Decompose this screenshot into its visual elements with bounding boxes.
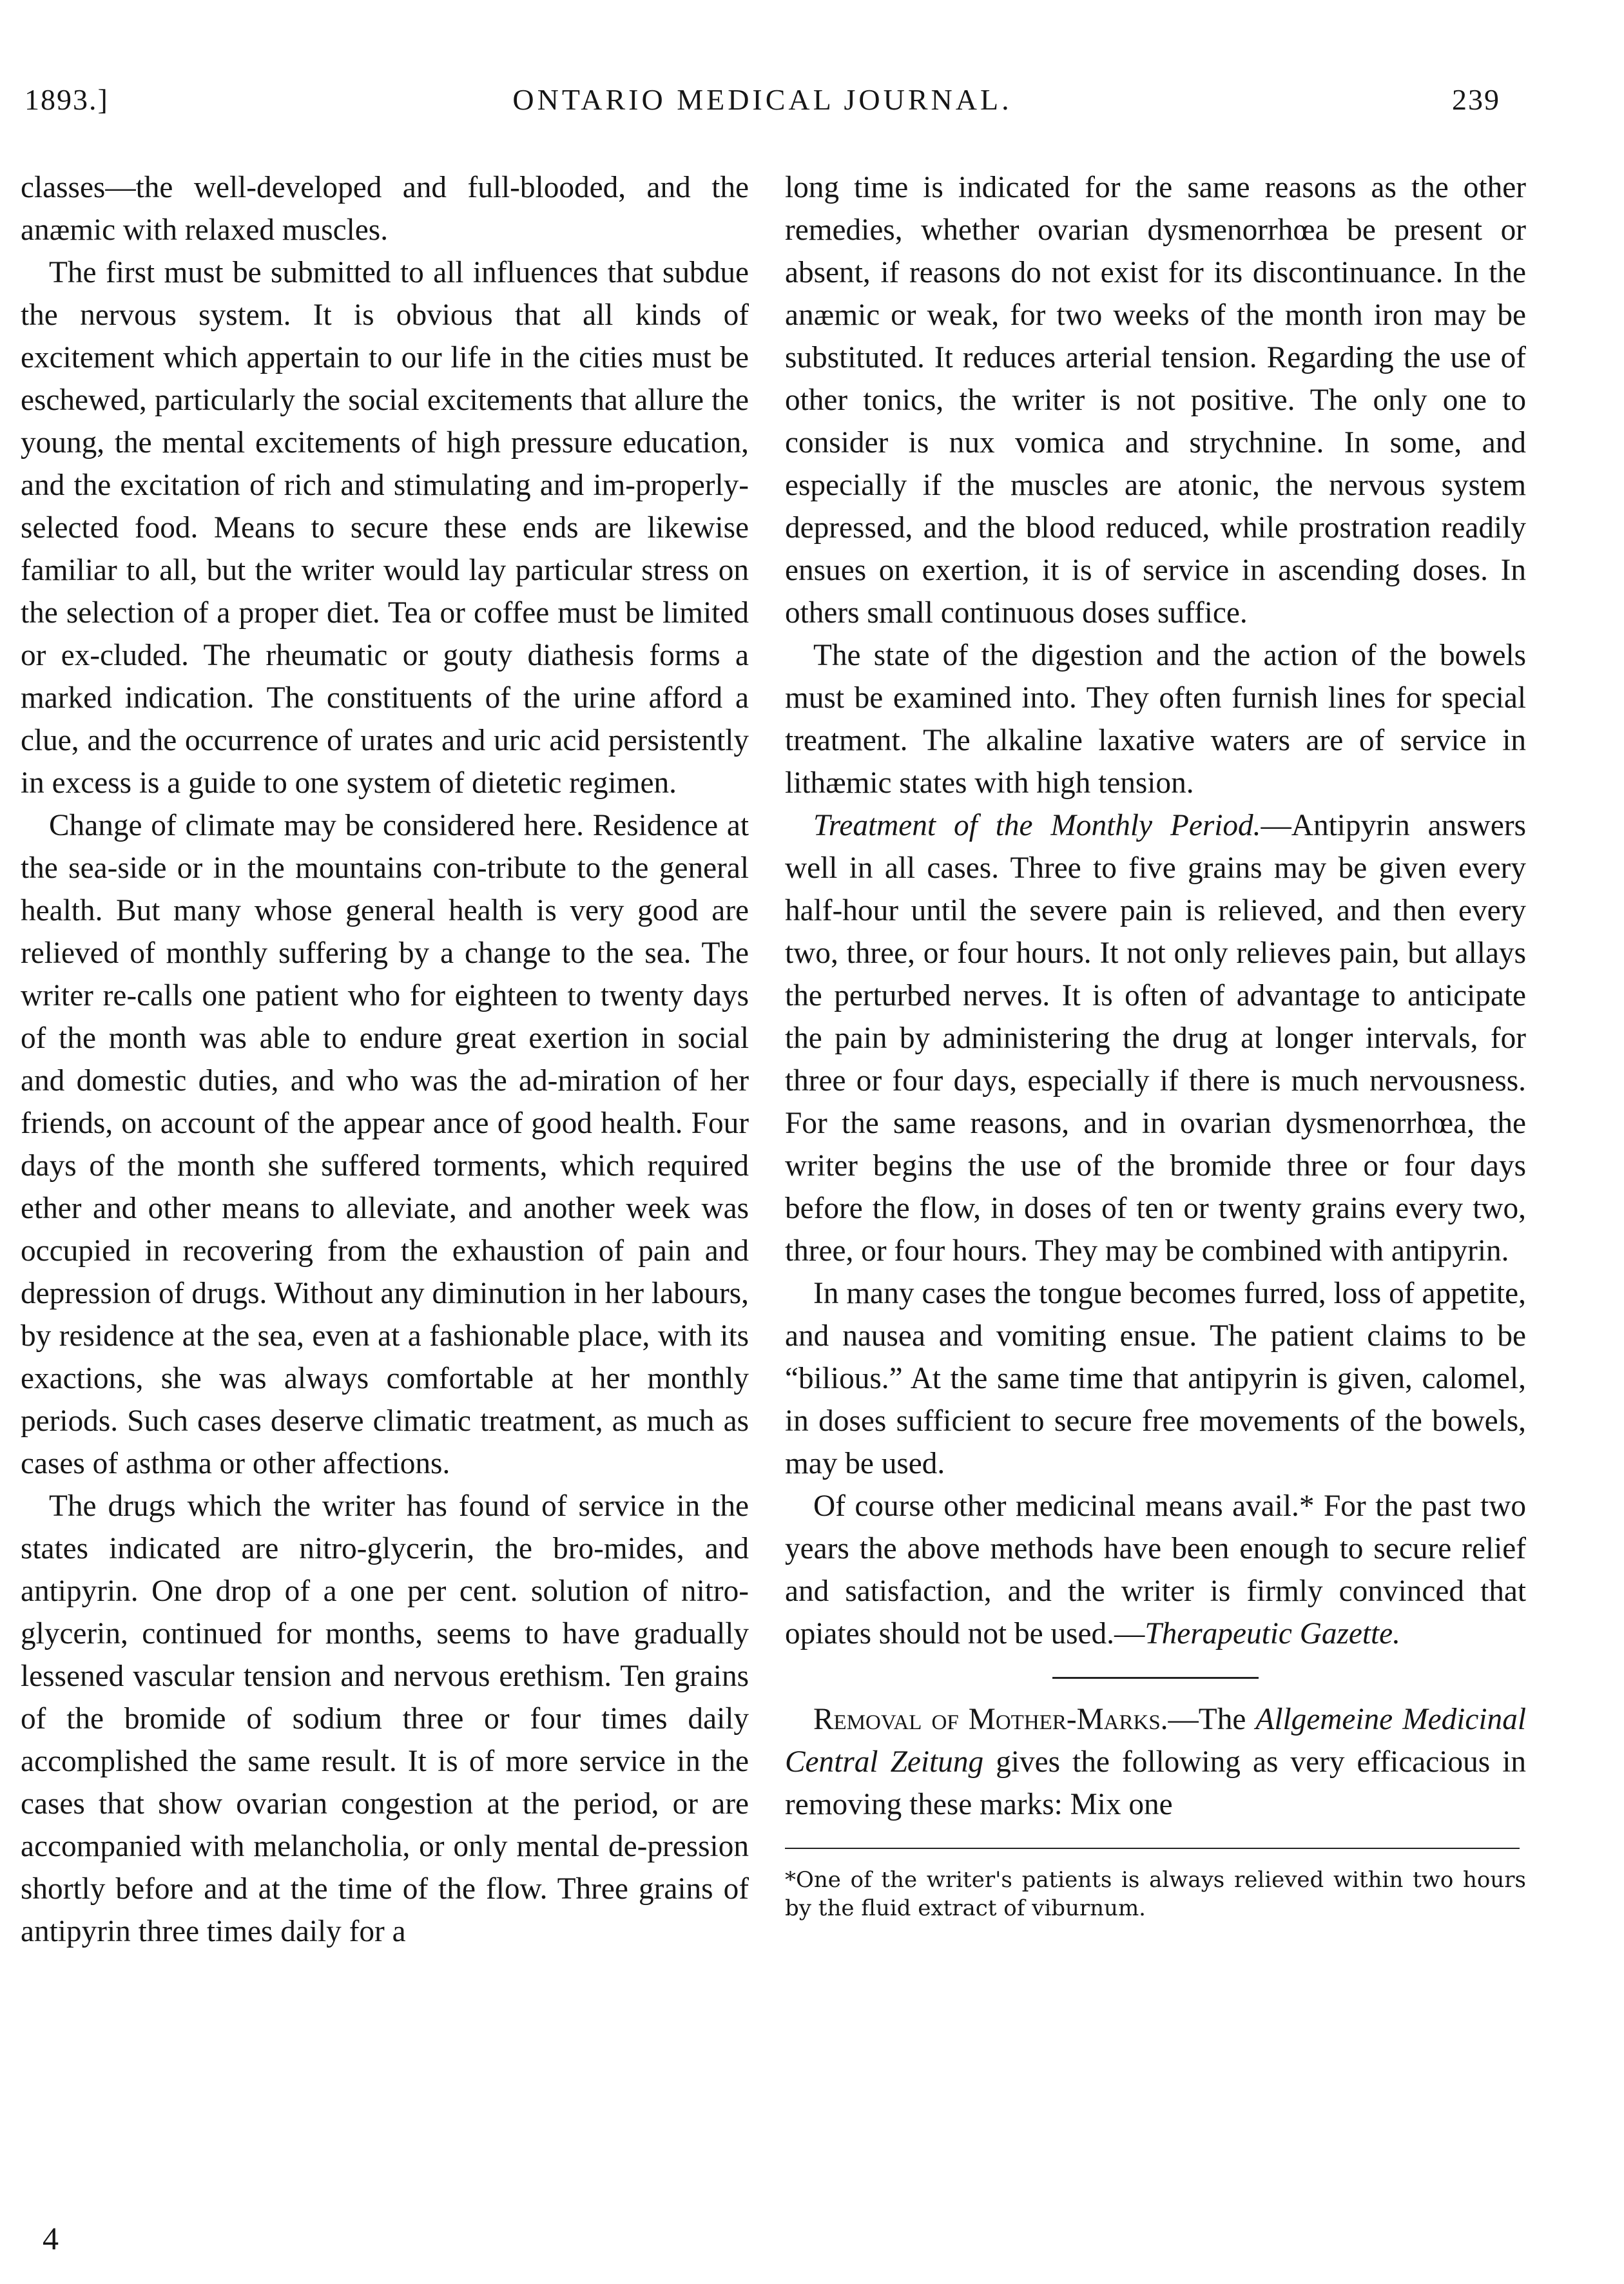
source-citation: Therapeutic Gazette.: [1145, 1617, 1401, 1650]
running-header: [24, 82, 1500, 128]
section-heading: Treatment of the Monthly Period.: [813, 809, 1261, 842]
section-divider: [1052, 1677, 1259, 1679]
paragraph: The first must be submitted to all influences that subdue the nervous system. It is obvious that all kinds of excitement which appertain to our life in the cities must be eschewed, particularly the social excitements that allure the young, the mental excitements of high pressure education, and the excitation of rich and stimulating and im-properly-selected food. Means to secure these ends are likewise familiar to all, but the writer would lay particular stress on the selection of a proper diet. Tea or coffee must be limited or ex-cluded. The rheumatic or gouty diathesis forms a marked indication. The constituents of the urine afford a clue, and the occurrence of urates and uric acid persistently in excess is a guide to one system of dietetic regimen.: [21, 256, 749, 800]
paragraph-text: —The: [1168, 1703, 1256, 1736]
paragraph: classes—the well-developed and full-blooded, and the anæmic with relaxed muscles.: [21, 171, 749, 247]
footnote: *One of the writer's patients is always relieved within two hours by the fluid extract of viburnum.: [785, 1867, 1526, 1921]
paragraph-text: Of course other medicinal means avail.* For the past two years the above methods have been enough to secure relief and satisfaction, and the writer is firmly convinced that opiates should not be used.—: [785, 1489, 1526, 1650]
paragraph: The drugs which the writer has found of service in the states indicated are nitro-glycerin, the bro-mides, and antipyrin. One drop of a one per cent. solution of nitro-glycerin, continued for months, seems to have gradually lessened vascular tension and nervous erethism. Ten grains of the bromide of sodium three or four times daily accomplished the same result. It is of more service in the cases that show ovarian congestion at the period, or are accompanied with melancholia, or only mental de-pression shortly before and at the time of the flow. Three grains of antipyrin three times daily for a: [21, 1489, 749, 1948]
paragraph-text: —Antipyrin answers well in all cases. Three to five grains may be given every half-hour until the severe pain is relieved, and then every two, three, or four hours. It not only relieves pain, but allays the perturbed nerves. It is often of advantage to anticipate the pain by administering the drug at longer intervals, for three or four days, especially if there is much nervousness. For the same reasons, and in ovarian dysmenorrhœa, the writer begins the use of the bromide three or four days before the flow, in doses of ten or twenty grains every two, three, or four hours. They may be combined with antipyrin.: [785, 809, 1526, 1268]
paragraph-text: gives the following as very efficacious in removing these marks: Mix one: [785, 1745, 1526, 1821]
paragraph: [785, 1698, 1526, 1826]
paragraph: In many cases the tongue becomes furred, loss of appetite, and nausea and vomiting ensue. The patient claims to be “bilious.” At the same time that antipyrin is given, calomel, in doses sufficient to secure free movements of the bowels, may be used.: [785, 1277, 1526, 1480]
journal-name: Allgemeine Medicinal Central Zeitung: [785, 1703, 1526, 1779]
paragraph: long time is indicated for the same reasons as the other remedies, whether ovarian dysmenorrhœa be present or absent, if reasons do not exist for its discontinuance. In the anæmic or weak, for two weeks of the month iron may be substituted. It reduces arterial tension. Regarding the use of other tonics, the writer is not positive. The only one to consider is nux vomica and strychnine. In some, and especially if the muscles are atonic, the nervous system depressed, and the blood reduced, while prostration readily ensues on exertion, it is of service in ascending doses. In others small continuous doses suffice.: [785, 171, 1526, 630]
section-heading: Removal of Mother-Marks.: [813, 1703, 1168, 1736]
header-year: 1893.]: [24, 83, 109, 116]
paragraph: Change of climate may be considered here. Residence at the sea-side or in the mountains con-tribute to the general health. But many whose general health is very good are relieved of monthly suffering by a change to the sea. The writer re-calls one patient who for eighteen to twenty days of the month was able to endure great exertion in social and domestic duties, and who was the ad-miration of her friends, on account of the appear ance of good health. Four days of the month she suffered torments, which required ether and other means to alleviate, and another week was occupied in recovering from the exhaustion of pain and depression of drugs. Without any diminution in her labours, by residence at the sea, even at a fashionable place, with its exactions, she was always comfortable at her monthly periods. Such cases deserve climatic treatment, as much as cases of asthma or other affections.: [21, 809, 749, 1480]
paragraph: [785, 804, 1526, 1272]
page-number: 239: [1452, 83, 1500, 116]
signature-mark: 4: [43, 2220, 59, 2256]
journal-title: ONTARIO MEDICAL JOURNAL.: [512, 83, 1012, 116]
paragraph: The state of the digestion and the action of the bowels must be examined into. They often furnish lines for special treatment. The alkaline laxative waters are of service in lithæmic states with high tension.: [785, 639, 1526, 800]
footnote-divider: [785, 1848, 1520, 1849]
left-column: [21, 166, 749, 1953]
right-column: [785, 166, 1526, 1922]
paragraph: [785, 1485, 1526, 1655]
